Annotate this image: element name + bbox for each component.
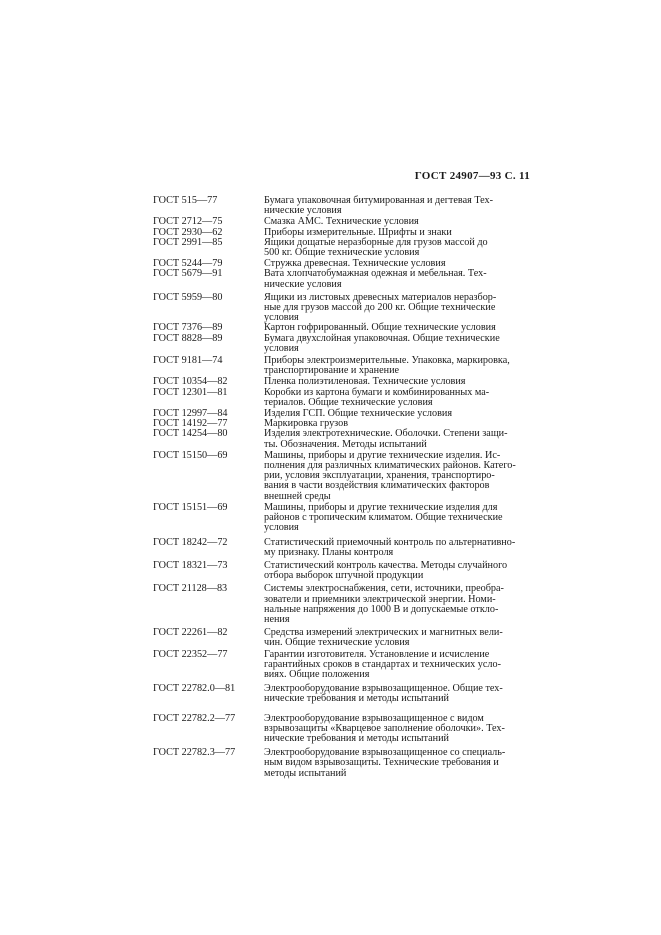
standard-code: ГОСТ 8828—89 bbox=[153, 332, 223, 344]
standard-title bbox=[264, 748, 525, 779]
title-line: полнения для различных климатических районов. Катего- bbox=[264, 460, 516, 472]
title-line: Электрооборудование взрывозащищенное. Общие тех- bbox=[264, 683, 503, 695]
title-line: методы испытаний bbox=[264, 767, 347, 779]
title-line: гарантийных сроков в стандартах и технических усло- bbox=[264, 658, 501, 670]
reference-row bbox=[153, 356, 525, 376]
reference-row bbox=[153, 503, 525, 534]
standard-code: ГОСТ 15151—69 bbox=[153, 501, 228, 513]
standard-code: ГОСТ 22782.2—77 bbox=[153, 712, 236, 724]
standard-title bbox=[264, 293, 525, 324]
standard-code: ГОСТ 12997—84 bbox=[153, 408, 228, 420]
standard-code: ГОСТ 2930—62 bbox=[153, 226, 223, 238]
title-line: нические требования и методы испытаний bbox=[264, 732, 449, 744]
standard-title bbox=[264, 388, 525, 408]
reference-row bbox=[153, 451, 525, 502]
title-line: Коробки из картона бумаги и комбинированных ма- bbox=[264, 386, 490, 398]
title-line: ные для грузов массой до 200 кг. Общие технические bbox=[264, 302, 496, 314]
title-line: териалов. Общие технические условия bbox=[264, 396, 433, 408]
standard-code: ГОСТ 2712—75 bbox=[153, 216, 223, 228]
reference-row bbox=[153, 584, 525, 625]
title-line: внешней среды bbox=[264, 490, 331, 502]
reference-row bbox=[153, 628, 525, 648]
title-line: Ящики дощатые неразборные для грузов массой до bbox=[264, 236, 488, 248]
standard-title bbox=[264, 238, 525, 258]
title-line: 500 кг. Общие технические условия bbox=[264, 247, 420, 259]
standard-code: ГОСТ 5679—91 bbox=[153, 268, 223, 280]
title-line: Статистический приемочный контроль по альтернативно- bbox=[264, 536, 516, 548]
title-line: Электрооборудование взрывозащищенное с видом bbox=[264, 712, 484, 724]
reference-row bbox=[153, 196, 525, 216]
standard-title bbox=[264, 684, 525, 704]
title-line: нения bbox=[264, 613, 290, 625]
reference-row bbox=[153, 748, 525, 779]
reference-row bbox=[153, 388, 525, 408]
title-line: Статистический контроль качества. Методы случайного bbox=[264, 559, 508, 571]
title-line: отбора выборок штучной продукции bbox=[264, 570, 424, 582]
title-line: Бумага двухслойная упаковочная. Общие технические bbox=[264, 332, 500, 344]
title-line: ты. Обозначения. Методы испытаний bbox=[264, 438, 427, 450]
reference-row bbox=[153, 429, 525, 449]
standard-code: ГОСТ 18242—72 bbox=[153, 536, 228, 548]
title-line: Машины, приборы и другие технические изделия. Ис- bbox=[264, 449, 501, 461]
standard-title bbox=[264, 356, 525, 376]
standard-title bbox=[264, 503, 525, 534]
standard-code: ГОСТ 14192—77 bbox=[153, 418, 228, 430]
title-line: Ящики из листовых древесных материалов неразбор- bbox=[264, 291, 497, 303]
title-line: ным видом взрывозащиты. Технические требования и bbox=[264, 757, 499, 769]
title-line: вания в части воздействия климатических факторов bbox=[264, 480, 490, 492]
title-line: Изделия ГСП. Общие технические условия bbox=[264, 408, 453, 420]
standard-title bbox=[264, 334, 525, 354]
title-line: взрывозащиты «Кварцевое заполнение оболочки». Тех- bbox=[264, 722, 505, 734]
title-line: Машины, приборы и другие технические изделия для bbox=[264, 501, 498, 513]
standard-title bbox=[264, 451, 525, 502]
title-line: Картон гофрированный. Общие технические условия bbox=[264, 322, 496, 334]
standard-code: ГОСТ 22261—82 bbox=[153, 627, 228, 639]
title-line: Изделия электротехнические. Оболочки. Степени защи- bbox=[264, 428, 508, 440]
title-line: нические требования и методы испытаний bbox=[264, 693, 449, 705]
title-line: Вата хлопчатобумажная одежная и мебельная. Тех- bbox=[264, 268, 487, 280]
reference-row bbox=[153, 538, 525, 558]
title-line: Гарантии изготовителя. Установление и исчисление bbox=[264, 648, 490, 660]
reference-row bbox=[153, 293, 525, 324]
standard-title bbox=[264, 429, 525, 449]
title-line: Средства измерений электрических и магнитных вели- bbox=[264, 627, 503, 639]
reference-row bbox=[153, 269, 525, 289]
title-line: Системы электроснабжения, сети, источники, преобра- bbox=[264, 583, 504, 595]
reference-row bbox=[153, 238, 525, 258]
title-line: Стружка древесная. Технические условия bbox=[264, 258, 446, 270]
standard-code: ГОСТ 12301—81 bbox=[153, 386, 228, 398]
title-line: условия bbox=[264, 522, 299, 534]
title-line: нальные напряжения до 1000 В и допускаемые откло- bbox=[264, 603, 499, 615]
title-line: нические условия bbox=[264, 278, 342, 290]
title-line: Пленка полиэтиленовая. Технические условия bbox=[264, 376, 466, 388]
standard-code: ГОСТ 9181—74 bbox=[153, 355, 223, 367]
standard-title bbox=[264, 584, 525, 625]
standard-code: ГОСТ 21128—83 bbox=[153, 583, 228, 595]
reference-row bbox=[153, 561, 525, 581]
standard-code: ГОСТ 15150—69 bbox=[153, 449, 228, 461]
standard-code: ГОСТ 5959—80 bbox=[153, 291, 223, 303]
page-header: ГОСТ 24907—93 С. 11 bbox=[414, 170, 530, 182]
standard-code: ГОСТ 515—77 bbox=[153, 195, 218, 206]
standard-code: ГОСТ 2991—85 bbox=[153, 236, 223, 248]
title-line: рии, условия эксплуатации, хранения, транспортиро- bbox=[264, 470, 495, 482]
title-line: виях. Общие положения bbox=[264, 668, 370, 680]
standard-title bbox=[264, 628, 525, 648]
title-line: районов с тропическим климатом. Общие технические bbox=[264, 512, 503, 524]
reference-row bbox=[153, 684, 525, 704]
standard-title bbox=[264, 269, 525, 289]
title-line: условия bbox=[264, 342, 299, 354]
reference-row bbox=[153, 714, 525, 745]
standard-code: ГОСТ 5244—79 bbox=[153, 258, 223, 270]
standard-title bbox=[264, 196, 525, 216]
standard-code: ГОСТ 22782.3—77 bbox=[153, 747, 236, 759]
title-line: Приборы электроизмерительные. Упаковка, маркировка, bbox=[264, 355, 510, 367]
title-line: Приборы измерительные. Шрифты и знаки bbox=[264, 226, 452, 238]
standard-code: ГОСТ 7376—89 bbox=[153, 322, 223, 334]
title-line: чин. Общие технические условия bbox=[264, 637, 410, 649]
references-table bbox=[153, 196, 525, 779]
title-line: транспортирование и хранение bbox=[264, 365, 400, 377]
standard-code: ГОСТ 14254—80 bbox=[153, 428, 228, 440]
title-line: Маркировка грузов bbox=[264, 418, 349, 430]
reference-row bbox=[153, 334, 525, 354]
title-line: нические условия bbox=[264, 205, 342, 217]
title-line: му признаку. Планы контроля bbox=[264, 546, 394, 558]
standard-title bbox=[264, 538, 525, 558]
standard-code: ГОСТ 22782.0—81 bbox=[153, 683, 236, 695]
title-line: Бумага упаковочная битумированная и дегтевая Тех- bbox=[264, 195, 494, 206]
reference-row bbox=[153, 650, 525, 681]
title-line: условия bbox=[264, 312, 299, 324]
standard-code: ГОСТ 10354—82 bbox=[153, 376, 228, 388]
title-line: Электрооборудование взрывозащищенное со специаль- bbox=[264, 747, 506, 759]
title-line: Смазка АМС. Технические условия bbox=[264, 216, 419, 228]
standard-code: ГОСТ 22352—77 bbox=[153, 648, 228, 660]
title-line: зователи и приемники электрической энергии. Номи- bbox=[264, 593, 496, 605]
standard-code: ГОСТ 18321—73 bbox=[153, 559, 228, 571]
standard-title bbox=[264, 714, 525, 745]
standard-title bbox=[264, 561, 525, 581]
standard-title bbox=[264, 650, 525, 681]
